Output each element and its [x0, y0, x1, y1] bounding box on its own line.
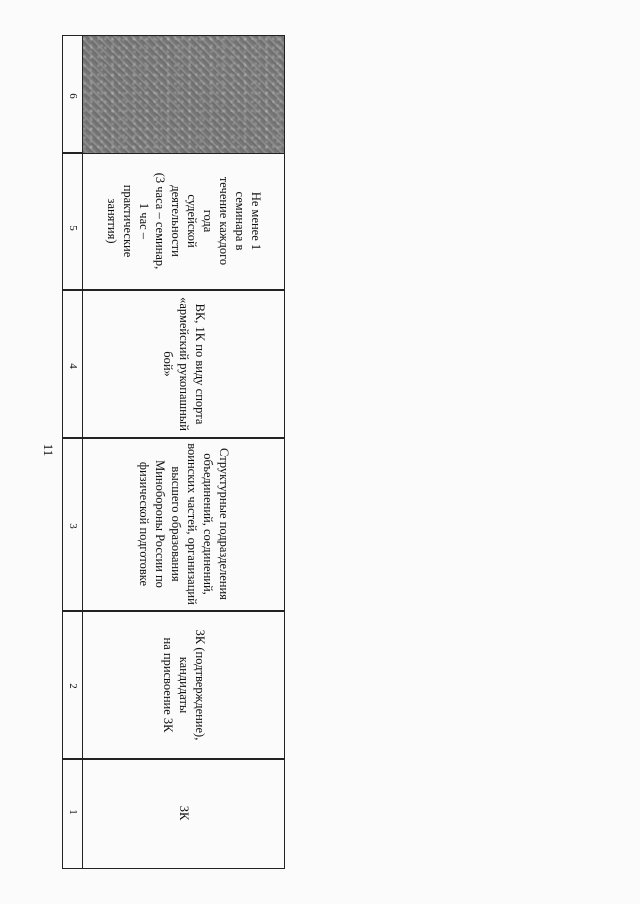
cell-col5-text: Не менее 1 семинара в течение каждого года судейской деятельности (3 часа – семинар, 1 час – практические занятия)	[104, 172, 263, 270]
page-number: 11	[41, 443, 56, 457]
cell-col4	[83, 290, 284, 437]
column-number-5: 5	[67, 225, 79, 231]
column-number-2: 2	[67, 683, 79, 689]
cell-col5	[83, 153, 284, 289]
shaded-cell-col6	[83, 36, 284, 153]
cell-col1-text: ЗК	[176, 805, 191, 821]
cell-col3-text: Структурные подразделения объединений, соединений, воинских частей, организаций высшего образования Минобороны России по физической подготовке	[136, 443, 231, 605]
cell-col4-text: ВК, 1К по виду спорта «армейский рукопашный бой»	[160, 296, 207, 431]
column-number-1: 1	[67, 809, 79, 815]
cell-col3	[83, 438, 284, 610]
cell-col1	[83, 759, 284, 867]
cell-col2-text: ЗК (подтверждение), кандидаты на присвоение ЗК	[160, 629, 207, 740]
column-number-6: 6	[67, 93, 79, 99]
column-number-4: 4	[67, 363, 79, 369]
data-table	[62, 35, 285, 869]
cell-col2	[83, 611, 284, 758]
column-number-3: 3	[67, 523, 79, 529]
column-number-header	[63, 36, 83, 868]
